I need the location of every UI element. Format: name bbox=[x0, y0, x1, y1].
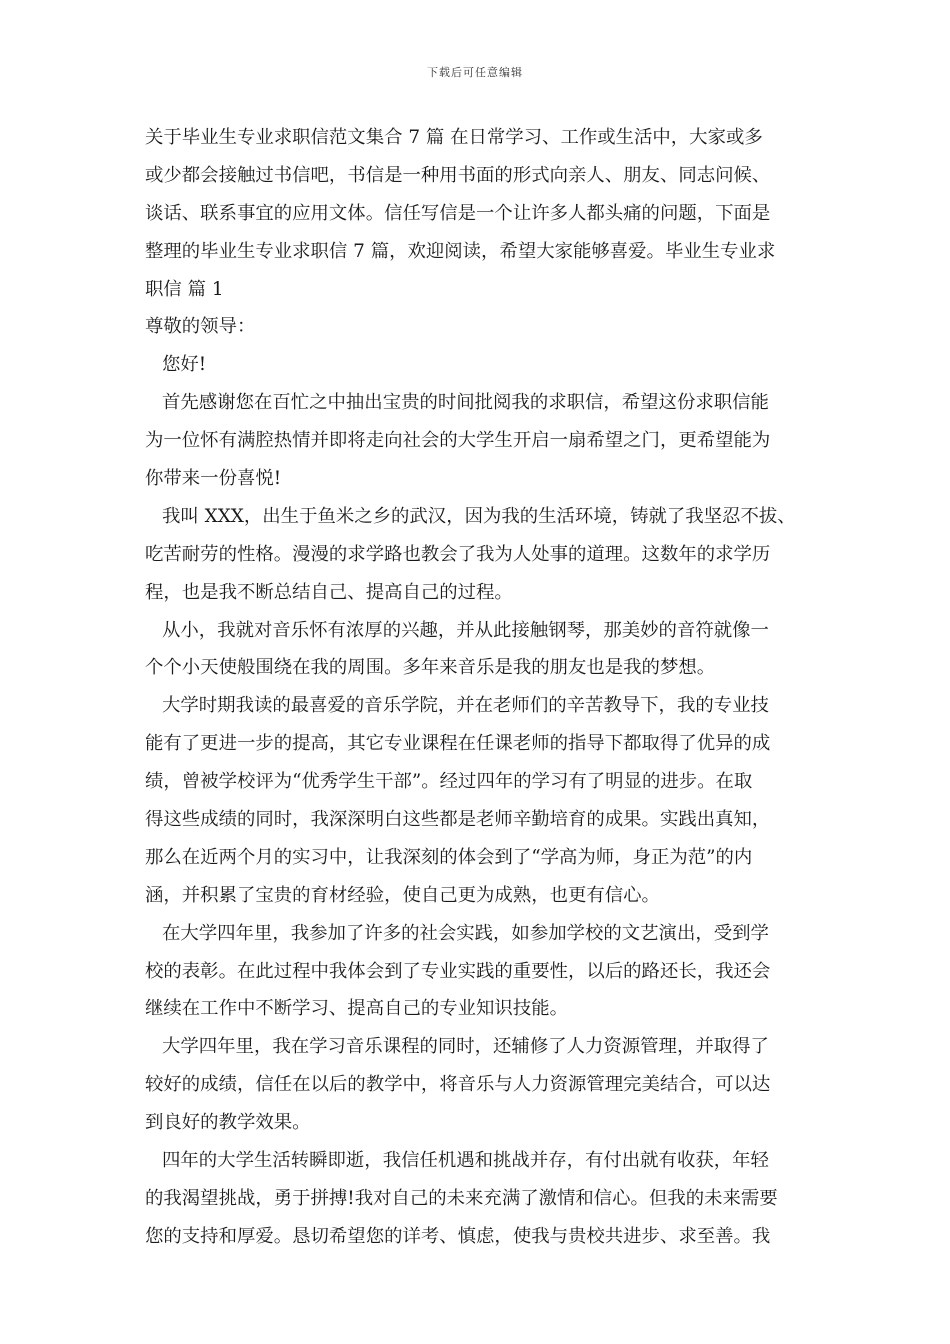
text-line: 首先感谢您在百忙之中抽出宝贵的时间批阅我的求职信，希望这份求职信能 bbox=[162, 392, 769, 414]
text-line: 四年的大学生活转瞬即逝，我信任机遇和挑战并存，有付出就有收获，年轻 bbox=[162, 1150, 769, 1172]
document-body bbox=[145, 119, 809, 1256]
text-line: 为一位怀有满腔热情并即将走向社会的大学生开启一扇希望之门，更希望能为 bbox=[145, 430, 771, 452]
text-line: 涵，并积累了宝贵的育材经验，使自己更为成熟，也更有信心。 bbox=[145, 884, 660, 906]
text-line: 到良好的教学效果。 bbox=[145, 1112, 311, 1134]
text-line: 关于毕业生专业求职信范文集合 7 篇 在日常学习、工作或生活中，大家或多 bbox=[145, 127, 763, 148]
text-line: 大学时期我读的最喜爱的音乐学院，并在老师们的辛苦教导下，我的专业技 bbox=[162, 695, 769, 717]
text-line: 得这些成绩的同时，我深深明白这些都是老师辛勤培育的成果。实践出真知， bbox=[145, 809, 771, 831]
text-line: 较好的成绩，信任在以后的教学中，将音乐与人力资源管理完美结合，可以达 bbox=[145, 1074, 771, 1096]
text-line: 校的表彰。在此过程中我体会到了专业实践的重要性，以后的路还长，我还会 bbox=[145, 960, 771, 982]
text-line: 尊敬的领导： bbox=[145, 316, 256, 338]
download-note: 下载后可任意编辑 bbox=[427, 66, 523, 79]
text-line: 你带来一份喜悦! bbox=[145, 468, 282, 490]
text-line: 大学四年里，我在学习音乐课程的同时，还辅修了人力资源管理，并取得了 bbox=[162, 1036, 769, 1058]
text-line: 吃苦耐劳的性格。漫漫的求学路也教会了我为人处事的道理。这数年的求学历 bbox=[145, 543, 771, 565]
text-line: 谈话、联系事宜的应用文体。信任写信是一个让许多人都头痛的问题，下面是 bbox=[145, 202, 771, 224]
text-line: 程，也是我不断总结自己、提高自己的过程。 bbox=[145, 581, 513, 603]
text-line: 我叫 XXX，出生于鱼米之乡的武汉，因为我的生活环境，铸就了我坚忍不拔、 bbox=[162, 505, 796, 527]
text-line: 职信 篇 1 bbox=[145, 278, 224, 300]
text-line: 的我渴望挑战，勇于拼搏!我对自己的未来充满了激情和信心。但我的未来需要 bbox=[145, 1187, 778, 1209]
text-line: 整理的毕业生专业求职信 7 篇，欢迎阅读，希望大家能够喜爱。毕业生专业求 bbox=[145, 240, 776, 262]
text-line: 那么在近两个月的实习中，让我深刻的体会到了“学高为师，身正为范”的内 bbox=[145, 846, 753, 868]
text-line: 绩，曾被学校评为“优秀学生干部”。经过四年的学习有了明显的进步。在取 bbox=[145, 771, 753, 793]
text-line: 在大学四年里，我参加了许多的社会实践，如参加学校的文艺演出，受到学 bbox=[162, 922, 769, 944]
text-line: 您的支持和厚爱。恳切希望您的详考、慎虑，使我与贵校共进步、求至善。我 bbox=[145, 1225, 771, 1247]
text-line: 个个小天使般围绕在我的周围。多年来音乐是我的朋友也是我的梦想。 bbox=[145, 657, 716, 679]
text-line: 或少都会接触过书信吧，书信是一种用书面的形式向亲人、朋友、同志问候、 bbox=[145, 164, 771, 186]
text-line: 您好! bbox=[162, 354, 207, 376]
text-line: 能有了更进一步的提高，其它专业课程在任课老师的指导下都取得了优异的成 bbox=[145, 733, 771, 755]
text-line: 从小，我就对音乐怀有浓厚的兴趣，并从此接触钢琴，那美妙的音符就像一 bbox=[162, 619, 769, 641]
text-line: 继续在工作中不断学习、提高自己的专业知识技能。 bbox=[145, 998, 568, 1020]
